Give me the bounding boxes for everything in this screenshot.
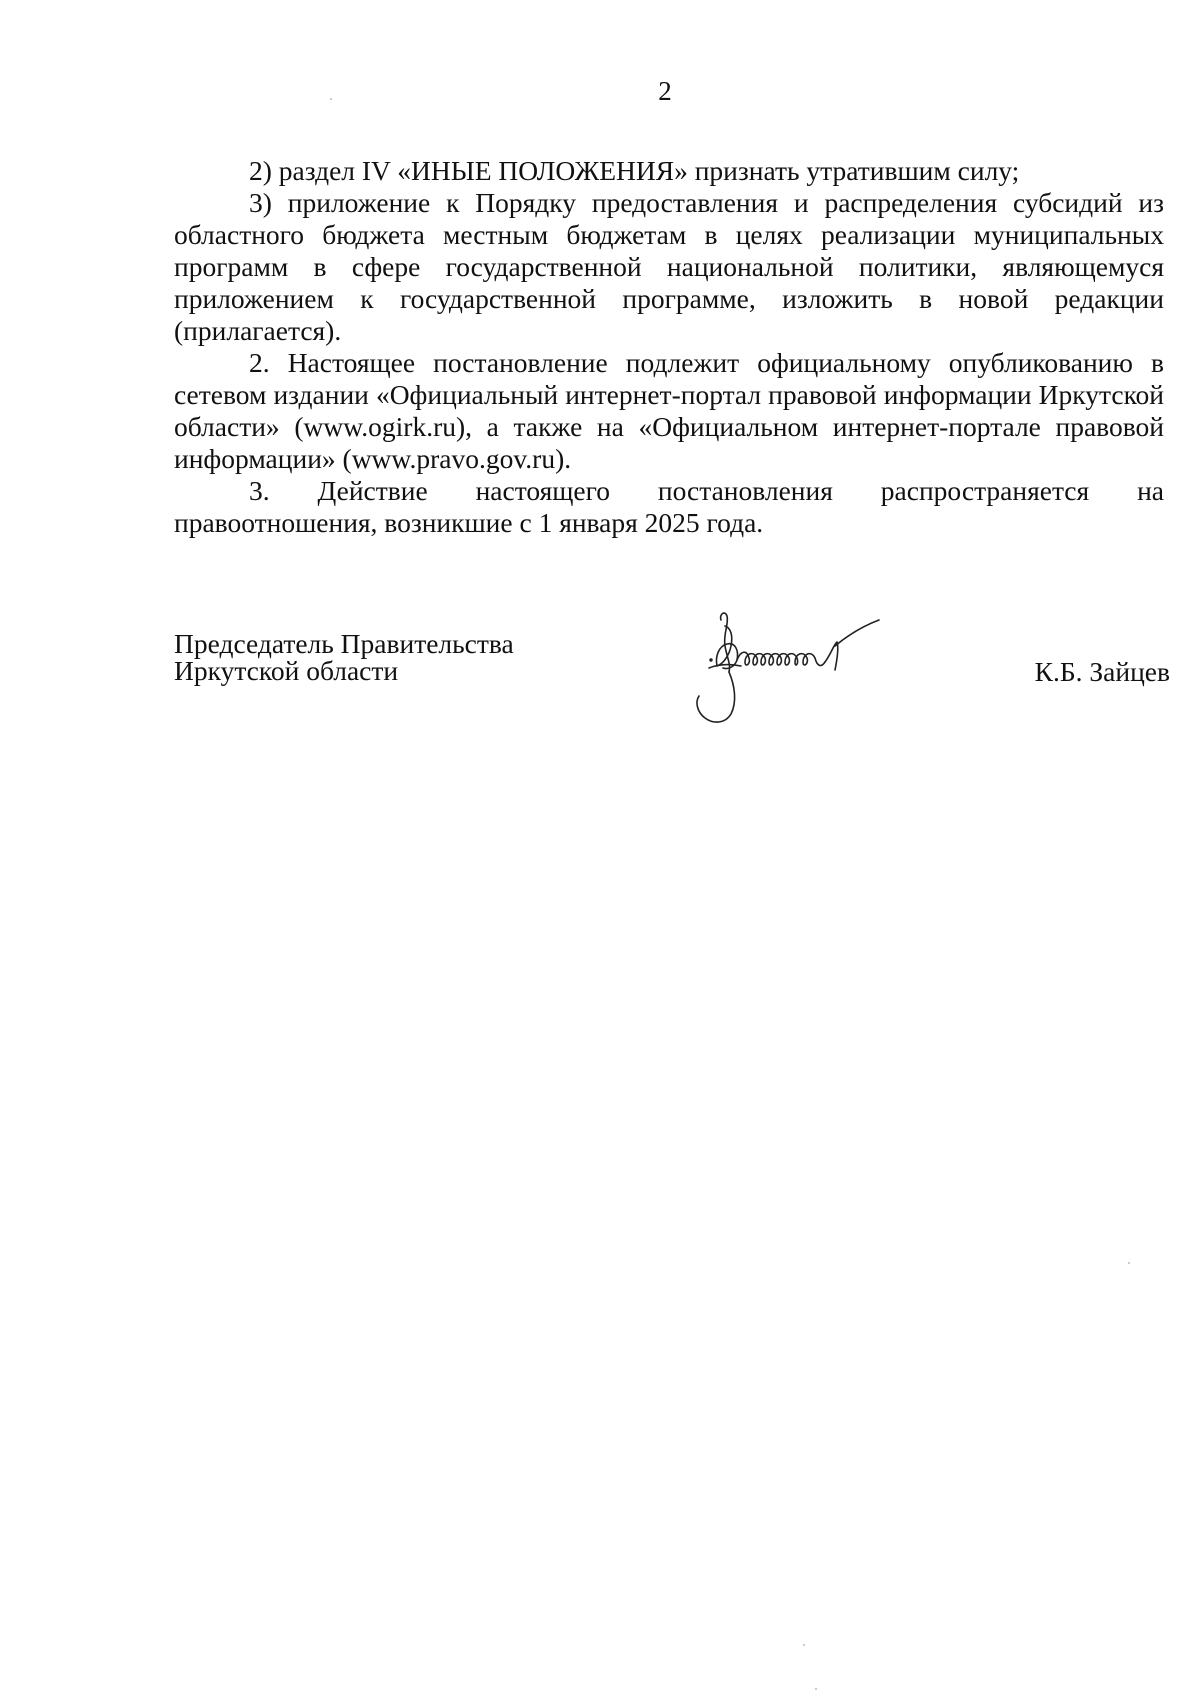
paragraph-publication: 2. Настоящее постановление подлежит официальному опубликованию в сетевом издании «Официальный интернет-портал правовой информации Иркутской области» (www.ogirk.ru), а также на «Официальном интернет-портале правовой информации» (www.pravo.gov.ru). [174, 347, 1164, 474]
paragraph-item-2: 2) раздел IV «ИНЫЕ ПОЛОЖЕНИЯ» признать утратившим силу; [249, 155, 1020, 186]
scan-speck [803, 1644, 805, 1646]
scan-speck [330, 98, 332, 100]
signatory-position-line1: Председатель Правительства [174, 628, 514, 659]
scan-speck [1128, 1262, 1130, 1264]
signatory-position [174, 630, 514, 684]
document-body [174, 155, 1164, 539]
signature-block [174, 628, 1170, 750]
signatory-name: К.Б. Зайцев [1034, 656, 1170, 687]
paragraph-item-3: 3) приложение к Порядку предоставления и распределения субсидий из областного бюджета местным бюджетам в целях реализации муниципальных программ в сфере государственной национальной политики, являющемуся приложением к государственной программе, изложить в новой редакции (прилагается). [174, 187, 1164, 346]
scan-speck [815, 1688, 817, 1690]
paragraph-effective-date: 3. Действие настоящего постановления распространяется на правоотношения, возникшие с 1 января 2025 года. [174, 475, 1164, 538]
signatory-position-line2: Иркутской области [174, 655, 399, 686]
page-number: 2 [658, 76, 672, 106]
handwritten-signature [679, 606, 919, 746]
